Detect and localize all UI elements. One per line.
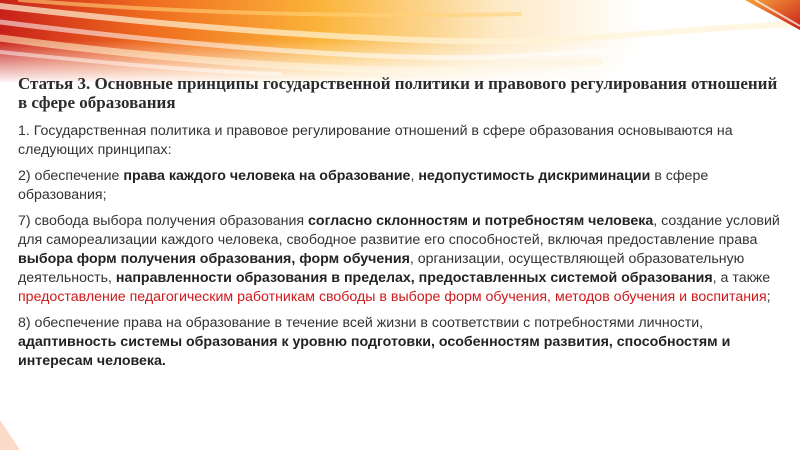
p7-text-1: 7) свобода выбора получения образования	[18, 213, 309, 229]
p7-red-highlight: предоставление педагогическим работникам свободы в выборе форм обучения, методов обучения и воспитания	[18, 289, 767, 305]
paragraph-8	[18, 314, 788, 371]
p7-text-4: , а также	[712, 270, 771, 286]
p7-bold-3: направленности образования в пределах, предоставленных системой образования	[115, 270, 713, 286]
p2-text-3: в сфере образования;	[18, 168, 709, 203]
p2-text-2: ,	[410, 168, 419, 184]
slide-title: Статья 3. Основные принципы государственной политики и правового регулирования отношений в сфере образования	[18, 74, 778, 112]
p8-text-1: 8) обеспечение права на образование в течение всей жизни в соответствии с потребностями личности,	[18, 315, 704, 331]
p7-bold-2: выбора форм получения образования, форм обучения	[18, 251, 410, 267]
p7-text-5: ;	[766, 289, 771, 305]
paragraph-7	[18, 212, 788, 307]
paragraph-2	[18, 167, 788, 205]
slide-content	[18, 74, 788, 378]
p7-bold-1: согласно склонностям и потребностям человека	[308, 213, 654, 229]
paragraph-1: 1. Государственная политика и правовое регулирование отношений в сфере образования основываются на следующих принципах:	[18, 123, 733, 158]
p7-text-2: , создание условий для самореализации каждого человека, свободное развитие его способностей, включая предоставление права	[18, 213, 780, 248]
p2-text-1: 2) обеспечение	[18, 168, 124, 184]
p8-bold-1: адаптивность системы образования к уровню подготовки, особенностям развития, способностям и интересам человека.	[18, 334, 731, 369]
p2-bold-2: недопустимость дискриминации	[418, 168, 651, 184]
p2-bold-1: права каждого человека на образование	[123, 168, 411, 184]
p7-text-3: , организации, осуществляющей образовательную деятельность,	[18, 251, 745, 286]
